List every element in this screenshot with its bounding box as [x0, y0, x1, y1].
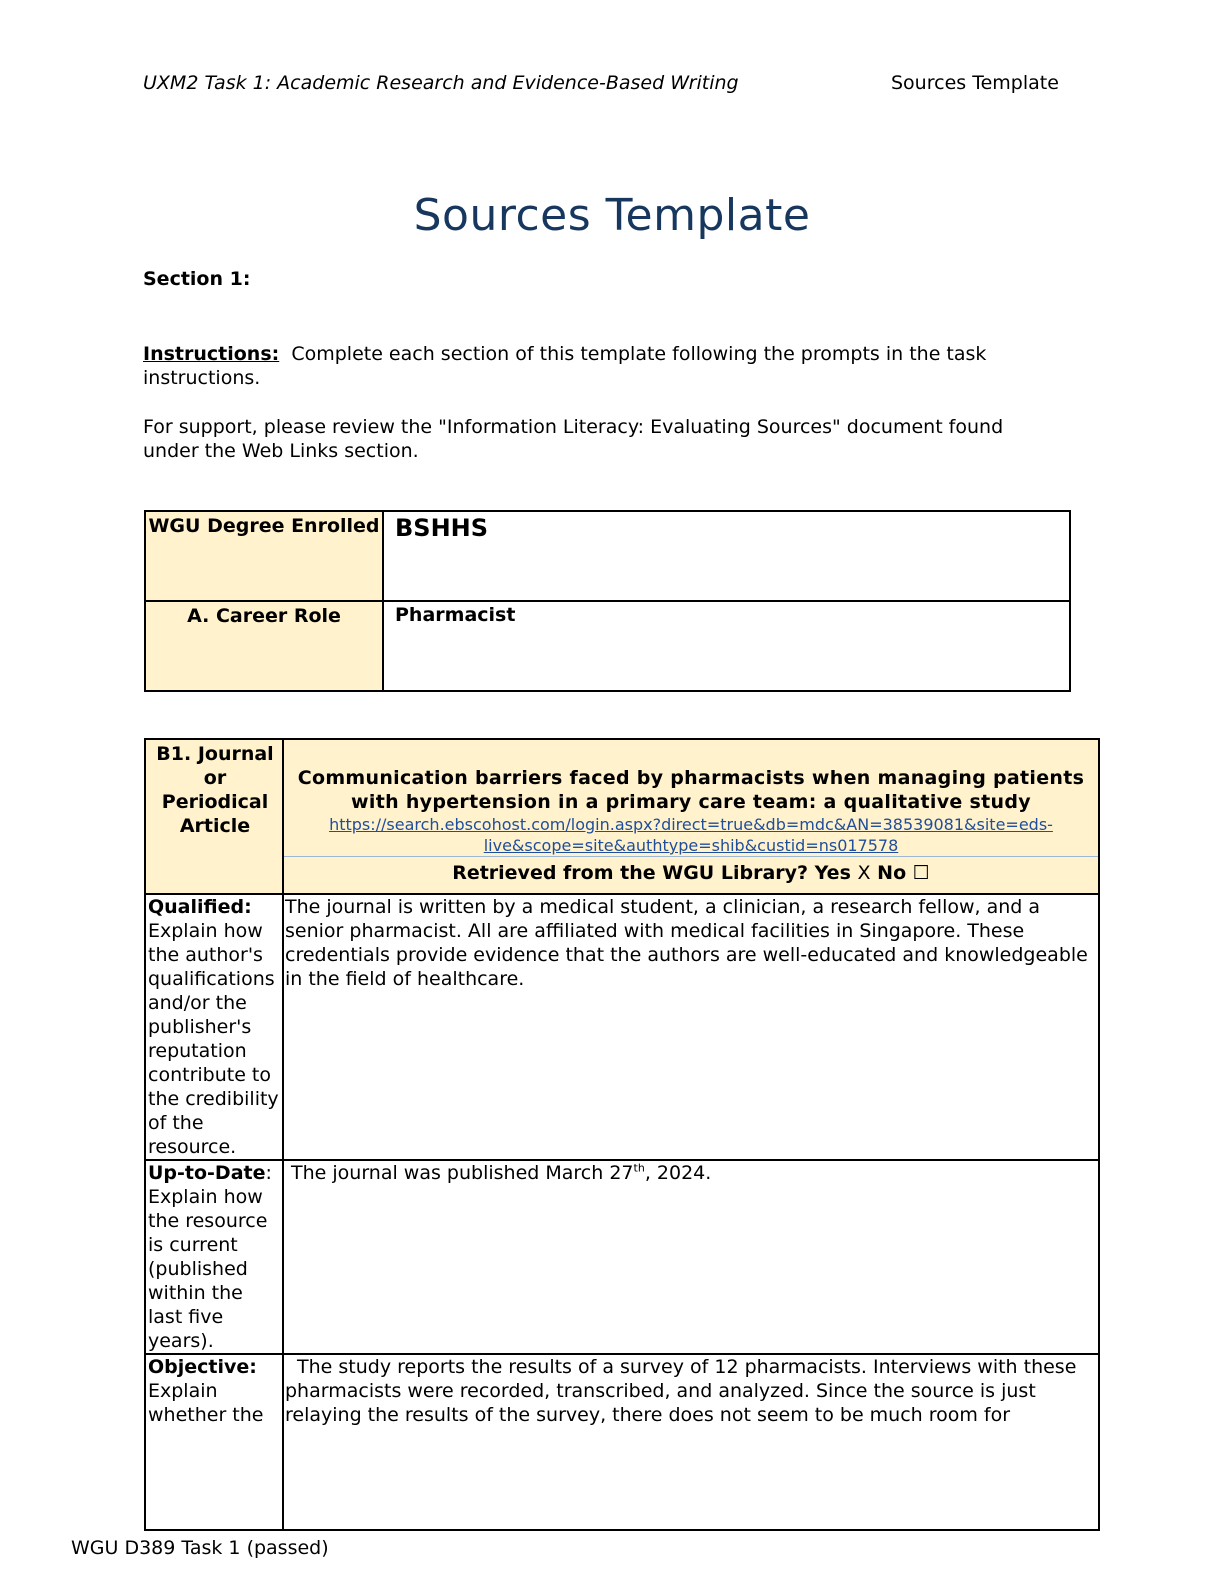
no-label: No — [877, 862, 907, 884]
b1-label: B1. Journal or Periodical Article — [156, 743, 274, 837]
page-footer: WGU D389 Task 1 (passed) — [71, 1537, 329, 1559]
article-link[interactable] — [284, 814, 1098, 856]
objective-answer: The study reports the results of a survey of 12 pharmacists. Interviews with these pharmacists were recorded, transcribed, and analyzed. Since the source is just relaying the results of the survey, there does not seem to be much room for — [285, 1356, 1077, 1426]
article-title: Communication barriers faced by pharmacists when managing patients with hypertension in a primary care team: a qualitative study — [297, 767, 1085, 813]
objective-answer-cell — [283, 1354, 1099, 1530]
uptodate-answer: The journal was published March 27 — [291, 1162, 634, 1184]
instructions-text: Complete each section of this template following the prompts in the task instructions. — [143, 343, 987, 389]
career-label-cell — [145, 601, 383, 691]
objective-prompt-cell — [145, 1354, 283, 1530]
article-cell — [283, 739, 1099, 894]
uptodate-answer-cell — [283, 1160, 1099, 1354]
no-checkbox-icon[interactable]: ☐ — [912, 862, 930, 884]
degree-table — [144, 510, 1071, 692]
objective-prompt: Explain whether the — [148, 1380, 264, 1426]
degree-value-cell — [383, 511, 1070, 601]
running-header-right: Sources Template — [891, 72, 1059, 94]
running-header-left: UXM2 Task 1: Academic Research and Evidence-Based Writing — [143, 72, 739, 94]
uptodate-prompt: Explain how the resource is current (published within the last five years). — [148, 1186, 268, 1352]
page-title: Sources Template — [413, 190, 811, 241]
qualified-label: Qualified: — [148, 896, 252, 918]
qualified-answer-cell — [283, 894, 1099, 1160]
retrieved-label: Retrieved from the WGU Library? — [452, 862, 809, 884]
uptodate-prompt-cell — [145, 1160, 283, 1354]
yes-label: Yes — [814, 862, 851, 884]
journal-table — [144, 738, 1100, 1531]
qualified-prompt: Explain how the author's qualifications and/or the publisher's reputation contribute to the credibility of the resource. — [148, 920, 279, 1158]
retrieved-row — [284, 856, 1098, 893]
career-value: Pharmacist — [395, 604, 516, 626]
uptodate-answer-sup: th — [633, 1161, 645, 1175]
uptodate-colon: : — [265, 1162, 272, 1184]
article-link-line-2[interactable]: live&scope=site&authtype=shib&custid=ns017578 — [483, 836, 899, 855]
uptodate-label: Up-to-Date — [148, 1162, 266, 1184]
article-link-line-1[interactable]: https://search.ebscohost.com/login.aspx?direct=true&db=mdc&AN=38539081&site=eds- — [329, 815, 1053, 834]
yes-mark[interactable]: X — [857, 862, 871, 884]
section-heading: Section 1: — [143, 268, 251, 290]
b1-label-cell — [145, 739, 283, 894]
instructions-paragraph — [143, 342, 1063, 390]
career-label: A. Career Role — [187, 605, 341, 627]
degree-label-cell — [145, 511, 383, 601]
objective-label: Objective: — [148, 1356, 257, 1378]
degree-value: BSHHS — [395, 514, 489, 542]
instructions-label: Instructions: — [143, 343, 280, 365]
qualified-prompt-cell — [145, 894, 283, 1160]
qualified-answer: The journal is written by a medical student, a clinician, a research fellow, and a senior pharmacist. All are affiliated with medical facilities in Singapore. These credentials provide evidence that the authors are well-educated and knowledgeable in the field of healthcare. — [285, 896, 1088, 990]
support-paragraph: For support, please review the "Information Literacy: Evaluating Sources" document found under the Web Links section. — [143, 416, 1004, 462]
degree-label: WGU Degree Enrolled — [148, 515, 380, 537]
uptodate-answer-end: , 2024. — [644, 1162, 712, 1184]
career-value-cell — [383, 601, 1070, 691]
